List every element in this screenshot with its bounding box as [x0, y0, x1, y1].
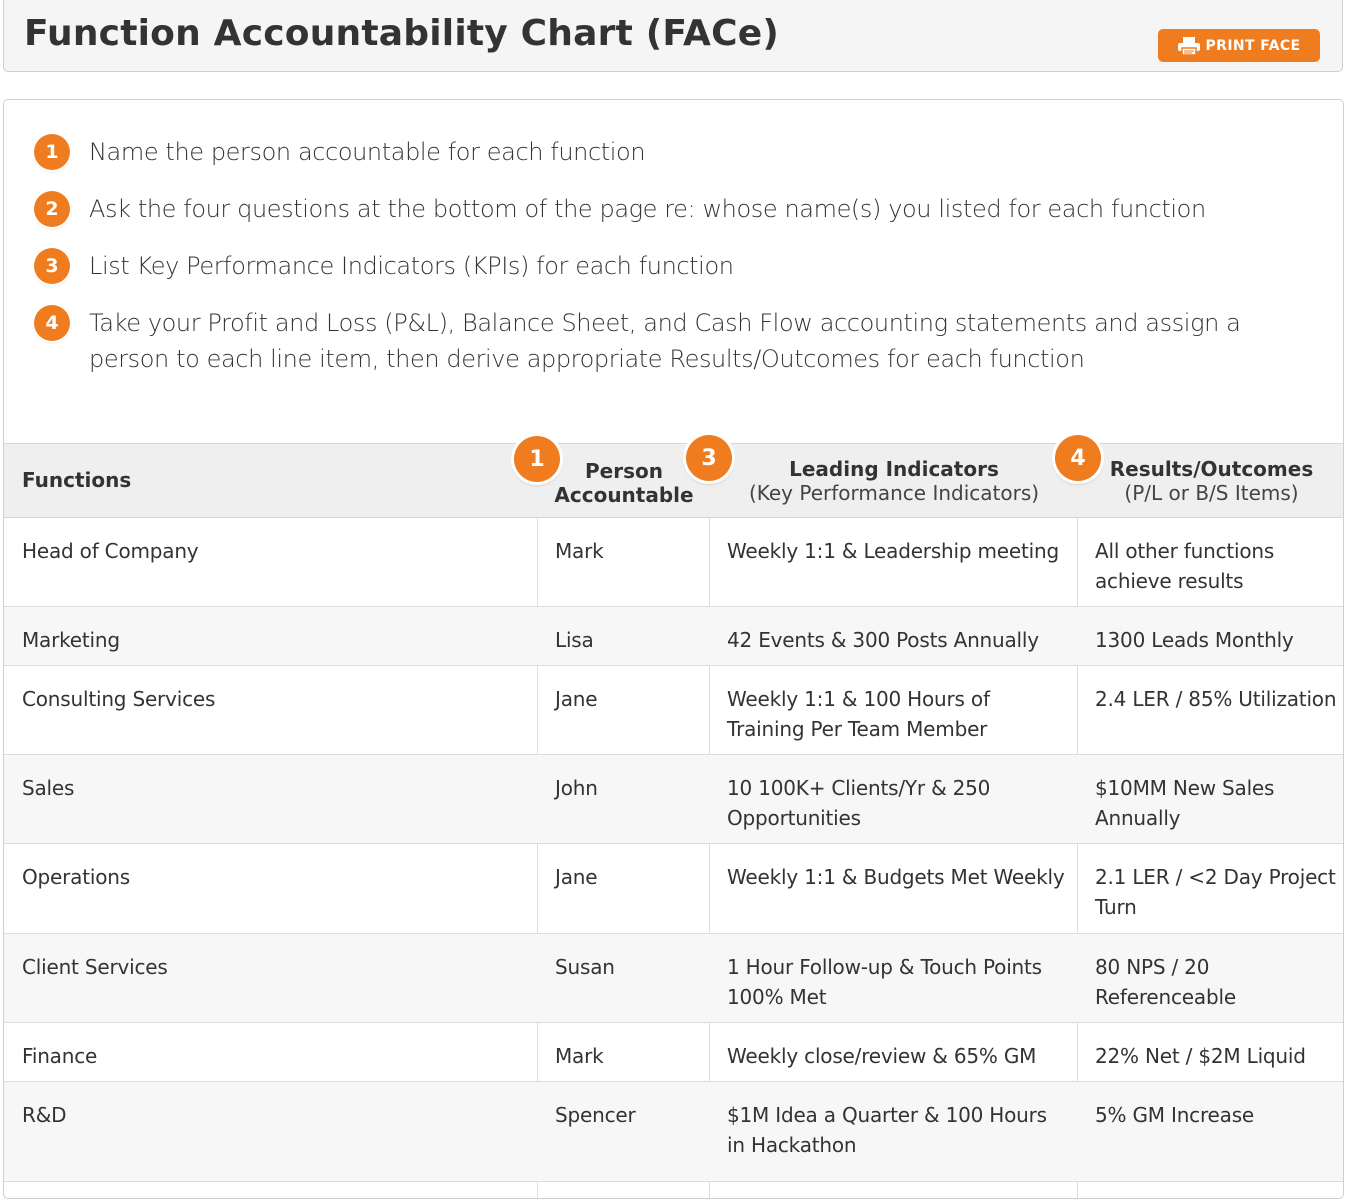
cell-person: Susan: [555, 955, 615, 979]
column-badge-person: 1: [514, 436, 560, 482]
cell-results: 1300 Leads Monthly: [1095, 628, 1294, 652]
cell-function: Sales: [22, 776, 75, 800]
cell-function: Head of Company: [22, 539, 199, 563]
cell-leading: Weekly 1:1 & 100 Hours of Training Per Team Member: [727, 687, 990, 741]
cell-person: Lisa: [555, 628, 594, 652]
table-row: [4, 1082, 1344, 1182]
cell-person: Spencer: [555, 1103, 636, 1127]
step-number-badge: 1: [34, 134, 70, 170]
step-text: List Key Performance Indicators (KPIs) for each function: [89, 252, 734, 280]
step-number-badge: 2: [34, 191, 70, 227]
step-text: Ask the four questions at the bottom of the page re: whose name(s) you listed for each function: [89, 195, 1206, 223]
table-header-row: [4, 443, 1344, 518]
cell-results: All other functions achieve results: [1095, 539, 1275, 593]
column-badge-leading: 3: [686, 435, 732, 481]
table-row: [4, 1023, 1344, 1082]
step-text: Name the person accountable for each function: [89, 138, 646, 166]
cell-leading: 1 Hour Follow-up & Touch Points 100% Met: [727, 955, 1042, 1009]
column-header-person-line1: Person: [585, 459, 663, 483]
cell-leading: Weekly 1:1 & Leadership meeting: [727, 539, 1059, 563]
column-header-leading-title: Leading Indicators: [789, 457, 999, 481]
table-row: [4, 607, 1344, 666]
printer-icon: [1177, 36, 1201, 56]
print-face-label: PRINT FACE: [1205, 37, 1301, 54]
step-number-badge: 3: [34, 248, 70, 284]
cell-person: Jane: [555, 865, 598, 889]
instruction-step-4: [34, 305, 1279, 377]
column-header-leading-sub: (Key Performance Indicators): [748, 481, 1040, 505]
cell-function: Marketing: [22, 628, 120, 652]
cell-person: Jane: [555, 687, 598, 711]
cell-results: 22% Net / $2M Liquid: [1095, 1044, 1306, 1068]
step-text: Take your Profit and Loss (P&L), Balance Sheet, and Cash Flow accounting statements and assign a person to each line item, then derive appropriate Results/Outcomes for each function: [89, 309, 1241, 373]
cell-results: 5% GM Increase: [1095, 1103, 1255, 1127]
cell-person: Mark: [555, 539, 604, 563]
cell-results: 2.4 LER / 85% Utilization: [1095, 687, 1337, 711]
cell-leading: Weekly close/review & 65% GM: [727, 1044, 1037, 1068]
page-header: [3, 0, 1343, 72]
instruction-step-2: [34, 191, 1279, 227]
column-header-results-sub: (P/L or B/S Items): [1124, 481, 1299, 505]
column-badge-results: 4: [1055, 435, 1101, 481]
instruction-step-1: [34, 134, 1279, 170]
cell-results: $10MM New Sales Annually: [1095, 776, 1275, 830]
cell-function: R&D: [22, 1103, 67, 1127]
column-header-functions: Functions: [22, 468, 132, 492]
cell-function: Finance: [22, 1044, 98, 1068]
step-number-badge: 4: [34, 305, 70, 341]
page-title: Function Accountability Chart (FACe): [24, 13, 779, 54]
fac-panel: [3, 99, 1344, 1199]
table-row: [4, 844, 1344, 934]
cell-results: 2.1 LER / <2 Day Project Turn: [1095, 865, 1336, 919]
cell-person: Mark: [555, 1044, 604, 1068]
print-face-button[interactable]: [1158, 29, 1320, 62]
instruction-step-3: [34, 248, 1279, 284]
cell-person: John: [555, 776, 598, 800]
cell-results: 80 NPS / 20 Referenceable: [1095, 955, 1236, 1009]
cell-function: Consulting Services: [22, 687, 216, 711]
column-header-results-title: Results/Outcomes: [1109, 457, 1314, 481]
column-header-person-line2: Accountable: [554, 483, 694, 507]
table-row: [4, 518, 1344, 607]
cell-leading: 10 100K+ Clients/Yr & 250 Opportunities: [727, 776, 991, 830]
cell-leading: $1M Idea a Quarter & 100 Hours in Hackathon: [727, 1103, 1047, 1157]
table-row: [4, 755, 1344, 844]
table-row: [4, 934, 1344, 1023]
table-row: [4, 666, 1344, 755]
cell-function: Operations: [22, 865, 130, 889]
cell-leading: 42 Events & 300 Posts Annually: [727, 628, 1039, 652]
cell-function: Client Services: [22, 955, 168, 979]
cell-leading: Weekly 1:1 & Budgets Met Weekly: [727, 865, 1065, 889]
